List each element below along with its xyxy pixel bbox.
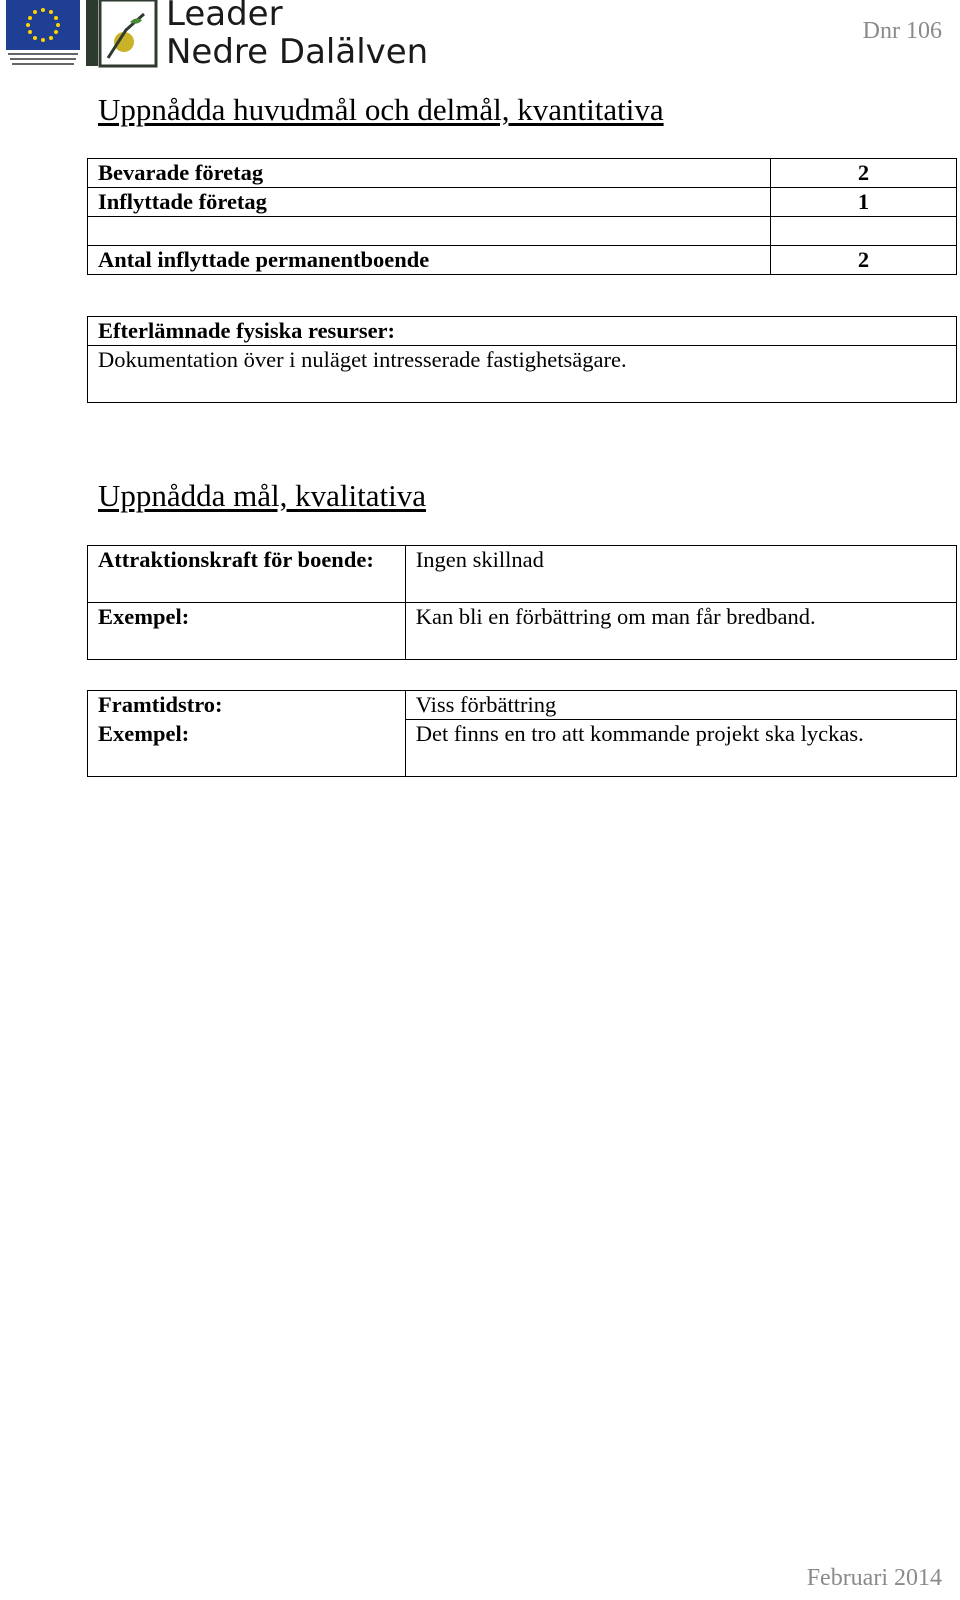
future-label: Framtidstro: (88, 691, 406, 720)
table-row (88, 246, 957, 275)
row-label: Inflyttade företag (88, 188, 771, 217)
table-row (88, 603, 957, 660)
quantitative-section-title: Uppnådda huvudmål och delmål, kvantitativa (98, 92, 664, 127)
example-label: Exempel: (88, 720, 406, 777)
qualitative-table-future (87, 690, 957, 777)
table-row (88, 691, 957, 720)
attraction-label: Attraktionskraft för boende: (88, 546, 406, 603)
resources-label: Efterlämnade fysiska resurser: (88, 317, 957, 346)
footer-date: Februari 2014 (806, 1565, 942, 1591)
attraction-value: Ingen skillnad (405, 546, 956, 603)
table-row (88, 317, 957, 346)
example-label: Exempel: (88, 603, 406, 660)
resources-table (87, 316, 957, 403)
row-value (770, 217, 956, 246)
qualitative-table-attraction (87, 545, 957, 660)
table-row (88, 720, 957, 777)
table-row (88, 188, 957, 217)
brand-name-line2: Nedre Dalälven (166, 32, 429, 72)
row-label (88, 217, 771, 246)
table-row (88, 346, 957, 403)
row-value: 2 (770, 159, 956, 188)
resources-text: Dokumentation över i nuläget intresserade fastighetsägare. (88, 346, 957, 403)
document-number: Dnr 106 (862, 18, 942, 44)
table-row (88, 546, 957, 603)
eu-flag-icon (6, 0, 80, 70)
row-label: Bevarade företag (88, 159, 771, 188)
quantitative-table (87, 158, 957, 275)
row-label: Antal inflyttade permanentboende (88, 246, 771, 275)
brand-name-line1: Leader (166, 0, 283, 34)
qualitative-section-title: Uppnådda mål, kvalitativa (98, 478, 426, 513)
future-value: Viss förbättring (405, 691, 956, 720)
row-value: 2 (770, 246, 956, 275)
row-value: 1 (770, 188, 956, 217)
example-text: Kan bli en förbättring om man får bredband. (405, 603, 956, 660)
leader-logo-icon (86, 0, 158, 70)
table-row (88, 217, 957, 246)
table-row (88, 159, 957, 188)
example-text: Det finns en tro att kommande projekt ska lyckas. (405, 720, 956, 777)
